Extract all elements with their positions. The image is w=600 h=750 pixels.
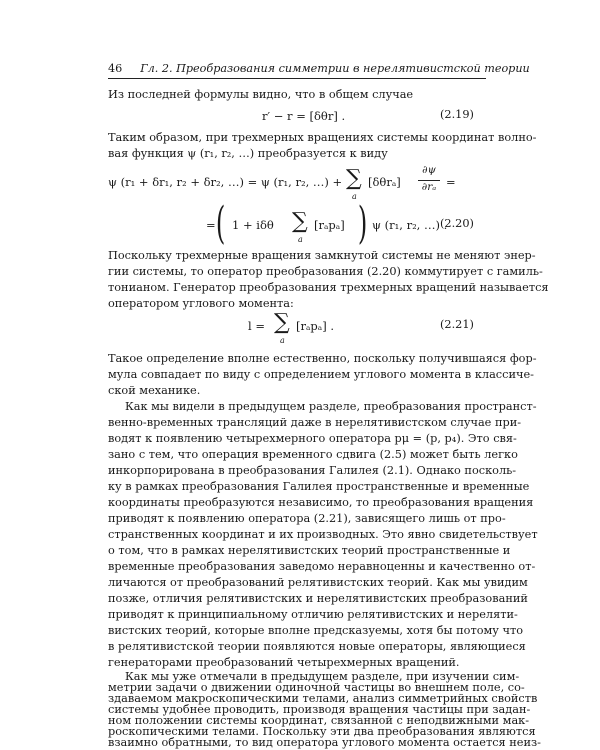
para4-line-3: водят к появлению четырехмерного оператора pμ = (p, p₄). Это свя- [108,432,517,445]
para3-line-3: ской механике. [108,384,201,397]
para2-line-2: гии системы, то оператор преобразования (2.20) коммутирует с гамиль- [108,265,543,278]
running-header [108,62,530,79]
equation-2-20-bracket: [δθrₐ] [368,175,401,189]
para5-line-1: Как мы уже отмечали в предыдущем разделе, при изучении сим- [125,670,520,683]
equation-number-2-19: (2.19) [440,108,474,121]
para5-line-6: роскопическими телами. Поскольку эти два преобразования являются [108,725,536,738]
equation-2-19: r′ − r = [δθr] . [262,109,346,123]
equation-2-21-left: l = [248,319,265,333]
equation-2-20-line2-start: = [206,218,216,232]
para2-line-4: оператором углового момента: [108,297,294,310]
para4-line-6: ку в рамках преобразования Галилея пространственные и временные [108,480,530,493]
equation-number-2-20: (2.20) [440,217,474,230]
para4-line-10: о том, что в рамках нерелятивистских теорий пространственные и [108,544,511,557]
para5-line-2: метрии задачи о движении одиночной частицы во внешнем поле, со- [108,681,525,694]
sum-index-2-21: a [280,336,285,345]
fraction-numerator: ∂ψ [422,164,436,176]
para1-line-2: вая функция ψ (r₁, r₂, …) преобразуется к виду [108,147,388,160]
fraction-denominator: ∂rₐ [421,181,437,193]
para4-line-1: Как мы видели в предыдущем разделе, преобразования пространст- [125,400,537,413]
para5-line-3: здаваемом макроскопическими телами, анализ симметрийных свойств [108,692,538,705]
para4-line-9: странственных координат и их производных. Это явно свидетельствует [108,528,538,541]
para4-line-14: приводят к принципиальному отличию релятивистских и нереляти- [108,608,518,621]
equation-2-20-line1-left: ψ (r₁ + δr₁, r₂ + δr₂, …) = ψ (r₁, r₂, …) + [108,175,343,189]
para4-line-13: позже, отличия релятивистских и нерелятивистских преобразований [108,592,528,605]
para4-line-4: зано с тем, что операция временного сдвига (2.5) может быть легко [108,448,518,461]
sum-symbol-2-20b: ∑ [292,209,308,234]
para4-line-16: в релятивистской теории появляются новые операторы, являющиеся [108,640,526,653]
para4-line-5: инкорпорирована в преобразования Галилея (2.1). Однако посколь- [108,464,517,477]
para4-line-7: координаты преобразуются независимо, то преобразования вращения [108,496,534,509]
equation-2-20-line2-end: ψ (r₁, r₂, …) . [372,218,448,232]
sum-index-2-20a: a [352,192,357,201]
para5-line-5: ном положении системы координат, связанной с неподвижными мак- [108,714,530,727]
para3-line-1: Такое определение вполне естественно, поскольку получившаяся фор- [108,352,537,365]
para4-line-15: вистских теорий, которые вполне предсказуемы, хотя бы потому что [108,624,524,637]
para2-line-1: Поскольку трехмерные вращения замкнутой системы не меняют энер- [108,249,536,262]
para3-line-2: мула совпадает по виду с определением углового момента в классиче- [108,368,534,381]
para4-line-17: генераторами преобразований четырехмерных вращений. [108,656,460,669]
equation-number-2-21: (2.21) [440,318,474,331]
intro-line: Из последней формулы видно, что в общем случае [108,88,414,101]
para4-line-12: личаются от преобразований релятивистских теорий. Как мы увидим [108,576,528,589]
page-number: 46 [108,62,123,75]
sum-symbol-2-21: ∑ [274,310,290,335]
para2-line-3: тонианом. Генератор преобразования трехмерных вращений называется [108,281,549,294]
sum-index-2-20b: a [298,235,303,244]
equation-2-20-line1-end: = [446,175,456,189]
para5-line-7: взаимно обратными, то вид оператора углового момента остается неиз- [108,736,541,749]
sum-symbol-2-20a: ∑ [346,166,362,191]
equation-2-20-line2-bracket: [rₐpₐ] [314,218,345,232]
para1-line-1: Таким образом, при трехмерных вращениях системы координат волно- [108,131,537,144]
para4-line-2: венно-временных трансляций даже в нерелятивистском случае при- [108,416,522,429]
right-big-paren: ) [357,198,368,249]
equation-2-21-right: [rₐpₐ] . [296,319,335,333]
running-title: Гл. 2. Преобразования симметрии в нерелятивистской теории [140,62,530,75]
left-big-paren: ( [215,198,226,249]
equation-2-20-inner: 1 + iδθ [232,218,274,232]
para4-line-11: временные преобразования заведомо неравноценны и качественно от- [108,560,536,573]
para5-line-4: системы удобнее проводить, производя вращения частицы при задан- [108,703,531,716]
para4-line-8: приводят к появлению оператора (2.21), зависящего лишь от про- [108,512,506,525]
